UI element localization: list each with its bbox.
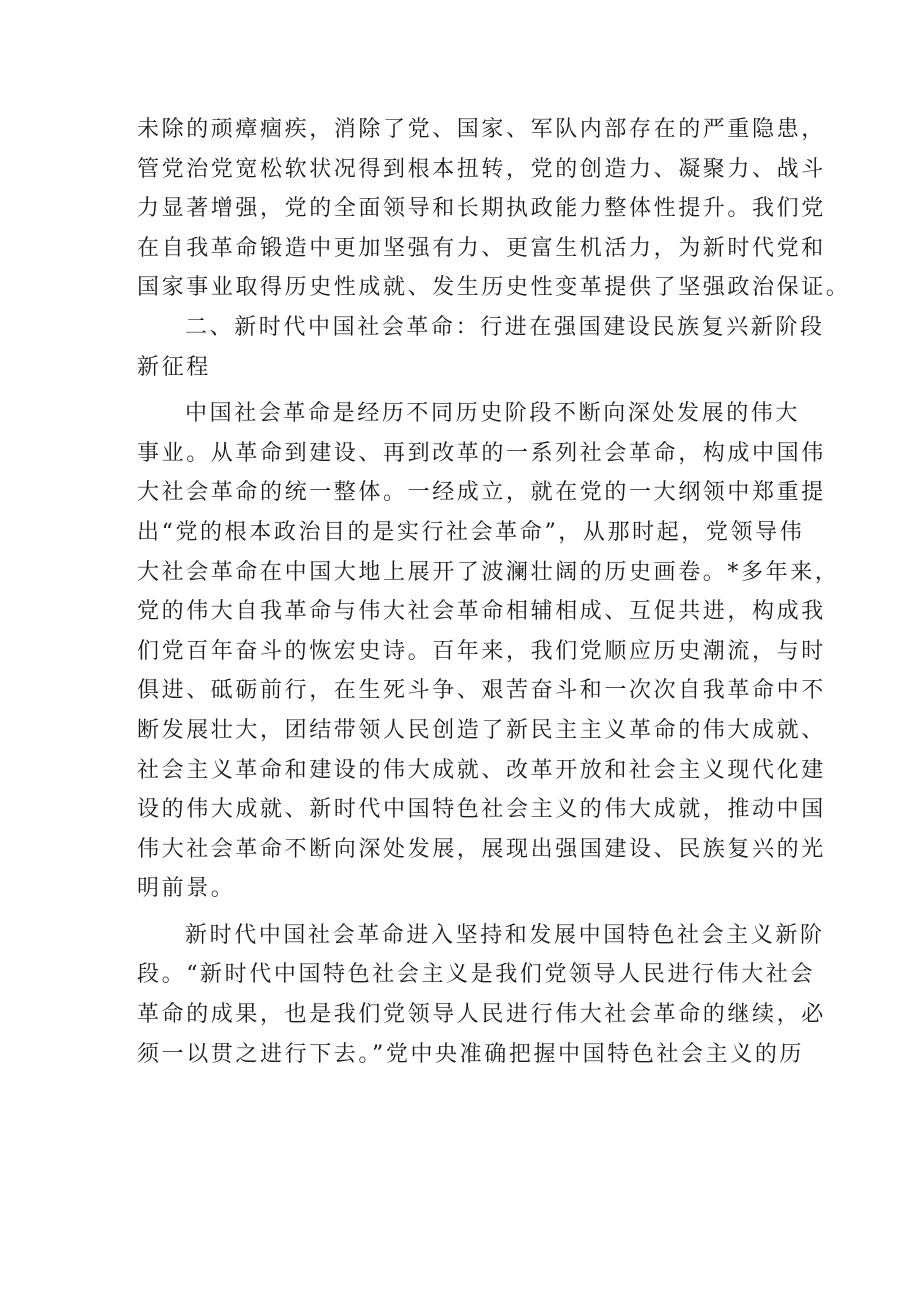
text-line: 断发展壮大，团结带领人民创造了新民主主义革命的伟大成就、: [137, 717, 826, 743]
text-line: 出“党的根本政治目的是实行社会革命”，从那时起，党领导伟: [137, 519, 805, 545]
text-line: 在自我革命锻造中更加坚强有力、更富生机活力，为新时代党和: [137, 235, 826, 261]
text-line: 新征程: [137, 354, 211, 380]
text-line: 国家事业取得历史性成就、发生历史性变革提供了坚强政治保证。: [137, 275, 851, 301]
text-line: 大社会革命在中国大地上展开了波澜壮阔的历史画卷。*多年来，: [137, 559, 840, 585]
document-body: [137, 114, 851, 1078]
paragraph-gap: [137, 391, 797, 398]
text-line: 设的伟大成就、新时代中国特色社会主义的伟大成就，推动中国: [137, 797, 826, 823]
text-line: 党的伟大自我革命与伟大社会革命相辅相成、互促共进，构成我: [137, 599, 826, 625]
text-line: 事业。从革命到建设、再到改革的一系列社会革命，构成中国伟: [137, 440, 826, 466]
text-line: 中国社会革命是经历不同历史阶段不断向深处发展的伟大: [185, 401, 801, 427]
text-line: 管党治党宽松软状况得到根本扭转，党的创造力、凝聚力、战斗: [137, 156, 826, 182]
text-line: 俱进、砥砺前行，在生死斗争、艰苦奋斗和一次次自我革命中不: [137, 678, 826, 704]
text-line: 明前景。: [137, 876, 236, 902]
text-line: 大社会革命的统一整体。一经成立，就在党的一大纲领中郑重提: [137, 480, 826, 506]
text-line: 革命的成果，也是我们党领导人民进行伟大社会革命的继续，必: [137, 1002, 826, 1028]
text-line: 二、新时代中国社会革命：行进在强国建设民族复兴新阶段: [185, 314, 825, 340]
text-line: 未除的顽瘴痼疾，消除了党、国家、军队内部存在的严重隐患，: [137, 117, 826, 142]
text-line: 须一以贯之进行下去。”党中央准确把握中国特色社会主义的历: [137, 1041, 805, 1067]
text-line: 段。“新时代中国特色社会主义是我们党领导人民进行伟大社会: [137, 962, 816, 988]
text-line: 伟大社会革命不断向深处发展，展现出强国建设、民族复兴的光: [137, 836, 826, 862]
text-line: 新时代中国社会革命进入坚持和发展中国特色社会主义新阶: [185, 922, 825, 948]
paragraph-gap: [137, 913, 797, 920]
text-line: 们党百年奋斗的恢宏史诗。百年来，我们党顺应历史潮流，与时: [137, 638, 826, 664]
text-line: 力显著增强，党的全面领导和长期执政能力整体性提升。我们党: [137, 196, 826, 222]
text-line: 社会主义革命和建设的伟大成就、改革开放和社会主义现代化建: [137, 757, 826, 783]
